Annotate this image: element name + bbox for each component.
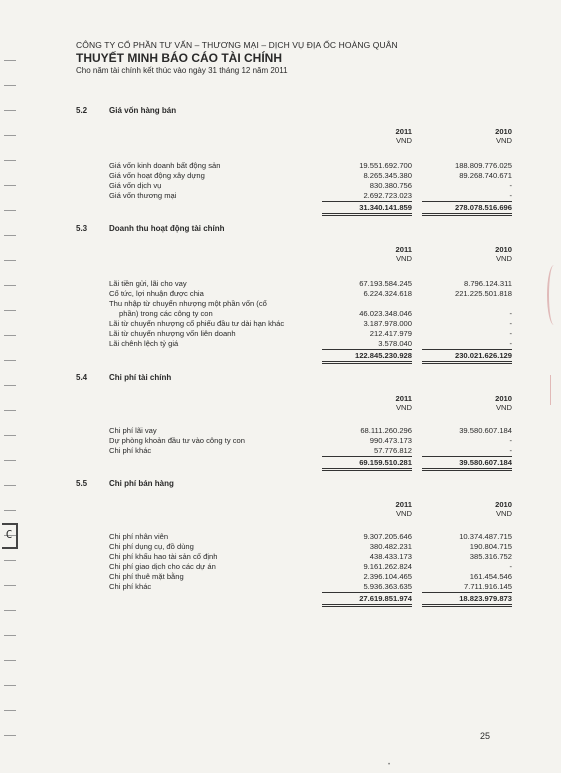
total-2011: 122.845.230.928: [322, 349, 412, 364]
binder-clip-mark: C: [2, 523, 18, 549]
item-label: Lãi tiền gửi, lãi cho vay: [109, 279, 187, 288]
value-2010: -: [509, 309, 512, 318]
column-headers: [76, 500, 516, 524]
value-2010: 10.374.487.715: [459, 532, 512, 541]
value-2011: 57.776.812: [373, 446, 412, 455]
table-row: [76, 446, 516, 456]
table-row: [76, 562, 516, 572]
column-unit: VND: [395, 254, 412, 263]
total-2010: 278.078.516.696: [422, 201, 512, 216]
column-unit: VND: [395, 403, 412, 412]
stamp-edge-mark-2: [550, 375, 555, 405]
column-unit: VND: [395, 509, 412, 518]
value-2011: 9.307.205.646: [363, 532, 412, 541]
table-row: [76, 582, 516, 592]
value-2011: 68.111.260.296: [360, 426, 412, 435]
item-label: Giá vốn dịch vụ: [109, 181, 162, 190]
column-headers: [76, 245, 516, 269]
value-2010: 188.809.776.025: [454, 161, 512, 170]
column-year: 2011: [395, 127, 412, 136]
column-2011-header: [322, 500, 412, 518]
value-2010: 385.316.752: [469, 552, 512, 561]
item-label: Chi phí khấu hao tài sản cố định: [109, 552, 218, 561]
section-cost-of-goods-sold: [76, 106, 516, 212]
section-number: 5.5: [76, 479, 88, 488]
column-year: 2010: [495, 394, 512, 403]
table-row: [76, 426, 516, 436]
table-row: [76, 279, 516, 289]
table-row: [76, 309, 516, 319]
item-label: Chi phí dụng cụ, đồ dùng: [109, 542, 194, 551]
total-2010: 230.021.626.129: [422, 349, 512, 364]
value-2011: 6.224.324.618: [363, 289, 412, 298]
column-unit: VND: [495, 254, 512, 263]
total-2010: 39.580.607.184: [422, 456, 512, 471]
line-items: [76, 426, 516, 456]
column-unit: VND: [495, 136, 512, 145]
table-row: [76, 191, 516, 201]
table-row: [76, 339, 516, 349]
section-title: Doanh thu hoạt động tài chính: [109, 224, 225, 233]
value-2010: 8.796.124.311: [464, 279, 512, 288]
item-label: Thu nhập từ chuyển nhượng một phần vốn (cổ: [109, 299, 267, 308]
item-label: Lãi từ chuyển nhượng vốn liên doanh: [109, 329, 236, 338]
column-year: 2010: [495, 245, 512, 254]
section-heading: [76, 224, 516, 236]
value-2010: -: [509, 339, 512, 348]
table-row: [76, 329, 516, 339]
value-2011: 5.936.363.635: [363, 582, 412, 591]
table-row: [76, 532, 516, 542]
company-name: CÔNG TY CỔ PHẦN TƯ VẤN – THƯƠNG MẠI – DỊCH VỤ ĐỊA ỐC HOÀNG QUÂN: [76, 40, 398, 50]
value-2010: 161.454.546: [469, 572, 512, 581]
value-2011: 46.023.348.046: [359, 309, 412, 318]
section-title: Chi phí tài chính: [109, 373, 172, 382]
binding-marks: [4, 60, 24, 760]
item-label: Giá vốn hoạt động xây dựng: [109, 171, 205, 180]
value-2011: 212.417.979: [369, 329, 412, 338]
section-financial-income: [76, 224, 516, 360]
column-headers: [76, 127, 516, 151]
column-year: 2011: [395, 394, 412, 403]
section-heading: [76, 373, 516, 385]
column-2010-header: [422, 394, 512, 412]
value-2011: 3.187.978.000: [363, 319, 412, 328]
line-items: [76, 279, 516, 349]
value-2011: 8.265.345.380: [363, 171, 412, 180]
report-period: Cho năm tài chính kết thúc vào ngày 31 tháng 12 năm 2011: [76, 66, 288, 75]
item-label: Chi phí lãi vay: [109, 426, 157, 435]
value-2010: 89.268.740.671: [459, 171, 512, 180]
column-2011-header: [322, 394, 412, 412]
total-row: [76, 201, 516, 212]
document-title: THUYẾT MINH BÁO CÁO TÀI CHÍNH: [76, 51, 282, 65]
item-label: Chi phí thuê mặt bằng: [109, 572, 184, 581]
value-2010: -: [509, 181, 512, 190]
column-unit: VND: [395, 136, 412, 145]
table-row: [76, 542, 516, 552]
column-2011-header: [322, 245, 412, 263]
total-row: [76, 349, 516, 360]
item-label: Dự phòng khoản đầu tư vào công ty con: [109, 436, 245, 445]
column-headers: [76, 394, 516, 418]
value-2010: -: [509, 329, 512, 338]
line-items: [76, 161, 516, 201]
section-heading: [76, 479, 516, 491]
table-row: [76, 171, 516, 181]
total-row: [76, 592, 516, 603]
item-label: Chi phí giao dịch cho các dự án: [109, 562, 216, 571]
section-title: Giá vốn hàng bán: [109, 106, 177, 115]
value-2010: -: [509, 446, 512, 455]
column-year: 2010: [495, 500, 512, 509]
table-row: [76, 552, 516, 562]
column-year: 2010: [495, 127, 512, 136]
value-2010: 7.711.916.145: [464, 582, 512, 591]
section-title: Chi phí bán hàng: [109, 479, 174, 488]
line-items: [76, 532, 516, 592]
item-label: Giá vốn kinh doanh bất động sản: [109, 161, 221, 170]
document-header: [76, 40, 496, 75]
table-row: [76, 319, 516, 329]
value-2011: 990.473.173: [369, 436, 412, 445]
footer-mark: •: [388, 762, 391, 768]
column-2010-header: [422, 245, 512, 263]
column-2010-header: [422, 127, 512, 145]
value-2011: 3.578.040: [378, 339, 412, 348]
table-row: [76, 181, 516, 191]
total-2010: 18.823.979.873: [422, 592, 512, 607]
section-number: 5.2: [76, 106, 88, 115]
section-number: 5.3: [76, 224, 88, 233]
item-label: Giá vốn thương mại: [109, 191, 177, 200]
column-2010-header: [422, 500, 512, 518]
value-2010: -: [509, 191, 512, 200]
value-2010: 221.225.501.818: [454, 289, 512, 298]
value-2010: 39.580.607.184: [459, 426, 512, 435]
total-2011: 31.340.141.859: [322, 201, 412, 216]
section-heading: [76, 106, 516, 118]
section-financial-expenses: [76, 373, 516, 467]
item-label: Lãi từ chuyển nhượng cổ phiếu đầu tư dài hạn khác: [109, 319, 285, 328]
value-2011: 2.396.104.465: [363, 572, 412, 581]
item-label: Lãi chênh lệch tỷ giá: [109, 339, 179, 348]
value-2011: 380.482.231: [369, 542, 412, 551]
column-year: 2011: [395, 500, 412, 509]
value-2010: 190.804.715: [469, 542, 512, 551]
table-row: [76, 299, 516, 309]
item-label: Cổ tức, lợi nhuận được chia: [109, 289, 204, 298]
table-row: [76, 289, 516, 299]
value-2010: -: [509, 436, 512, 445]
column-unit: VND: [495, 403, 512, 412]
table-row: [76, 572, 516, 582]
item-label: Chi phí nhân viên: [109, 532, 169, 541]
column-year: 2011: [395, 245, 412, 254]
value-2011: 438.433.173: [369, 552, 412, 561]
value-2011: 2.692.723.023: [363, 191, 412, 200]
table-row: [76, 161, 516, 171]
total-row: [76, 456, 516, 467]
value-2010: -: [509, 562, 512, 571]
section-number: 5.4: [76, 373, 88, 382]
total-2011: 69.159.510.281: [322, 456, 412, 471]
stamp-edge-mark: [547, 265, 561, 325]
total-2011: 27.619.851.974: [322, 592, 412, 607]
item-label: Chi phí khác: [109, 582, 152, 591]
value-2010: -: [509, 319, 512, 328]
column-unit: VND: [495, 509, 512, 518]
value-2011: 9.161.262.824: [363, 562, 412, 571]
page-number: 25: [480, 731, 491, 741]
section-selling-expenses: [76, 479, 516, 603]
item-label: phần) trong các công ty con: [119, 309, 213, 318]
table-row: [76, 436, 516, 446]
value-2011: 67.193.584.245: [359, 279, 412, 288]
item-label: Chi phí khác: [109, 446, 152, 455]
value-2011: 19.551.692.700: [359, 161, 412, 170]
value-2011: 830.380.756: [369, 181, 412, 190]
column-2011-header: [322, 127, 412, 145]
